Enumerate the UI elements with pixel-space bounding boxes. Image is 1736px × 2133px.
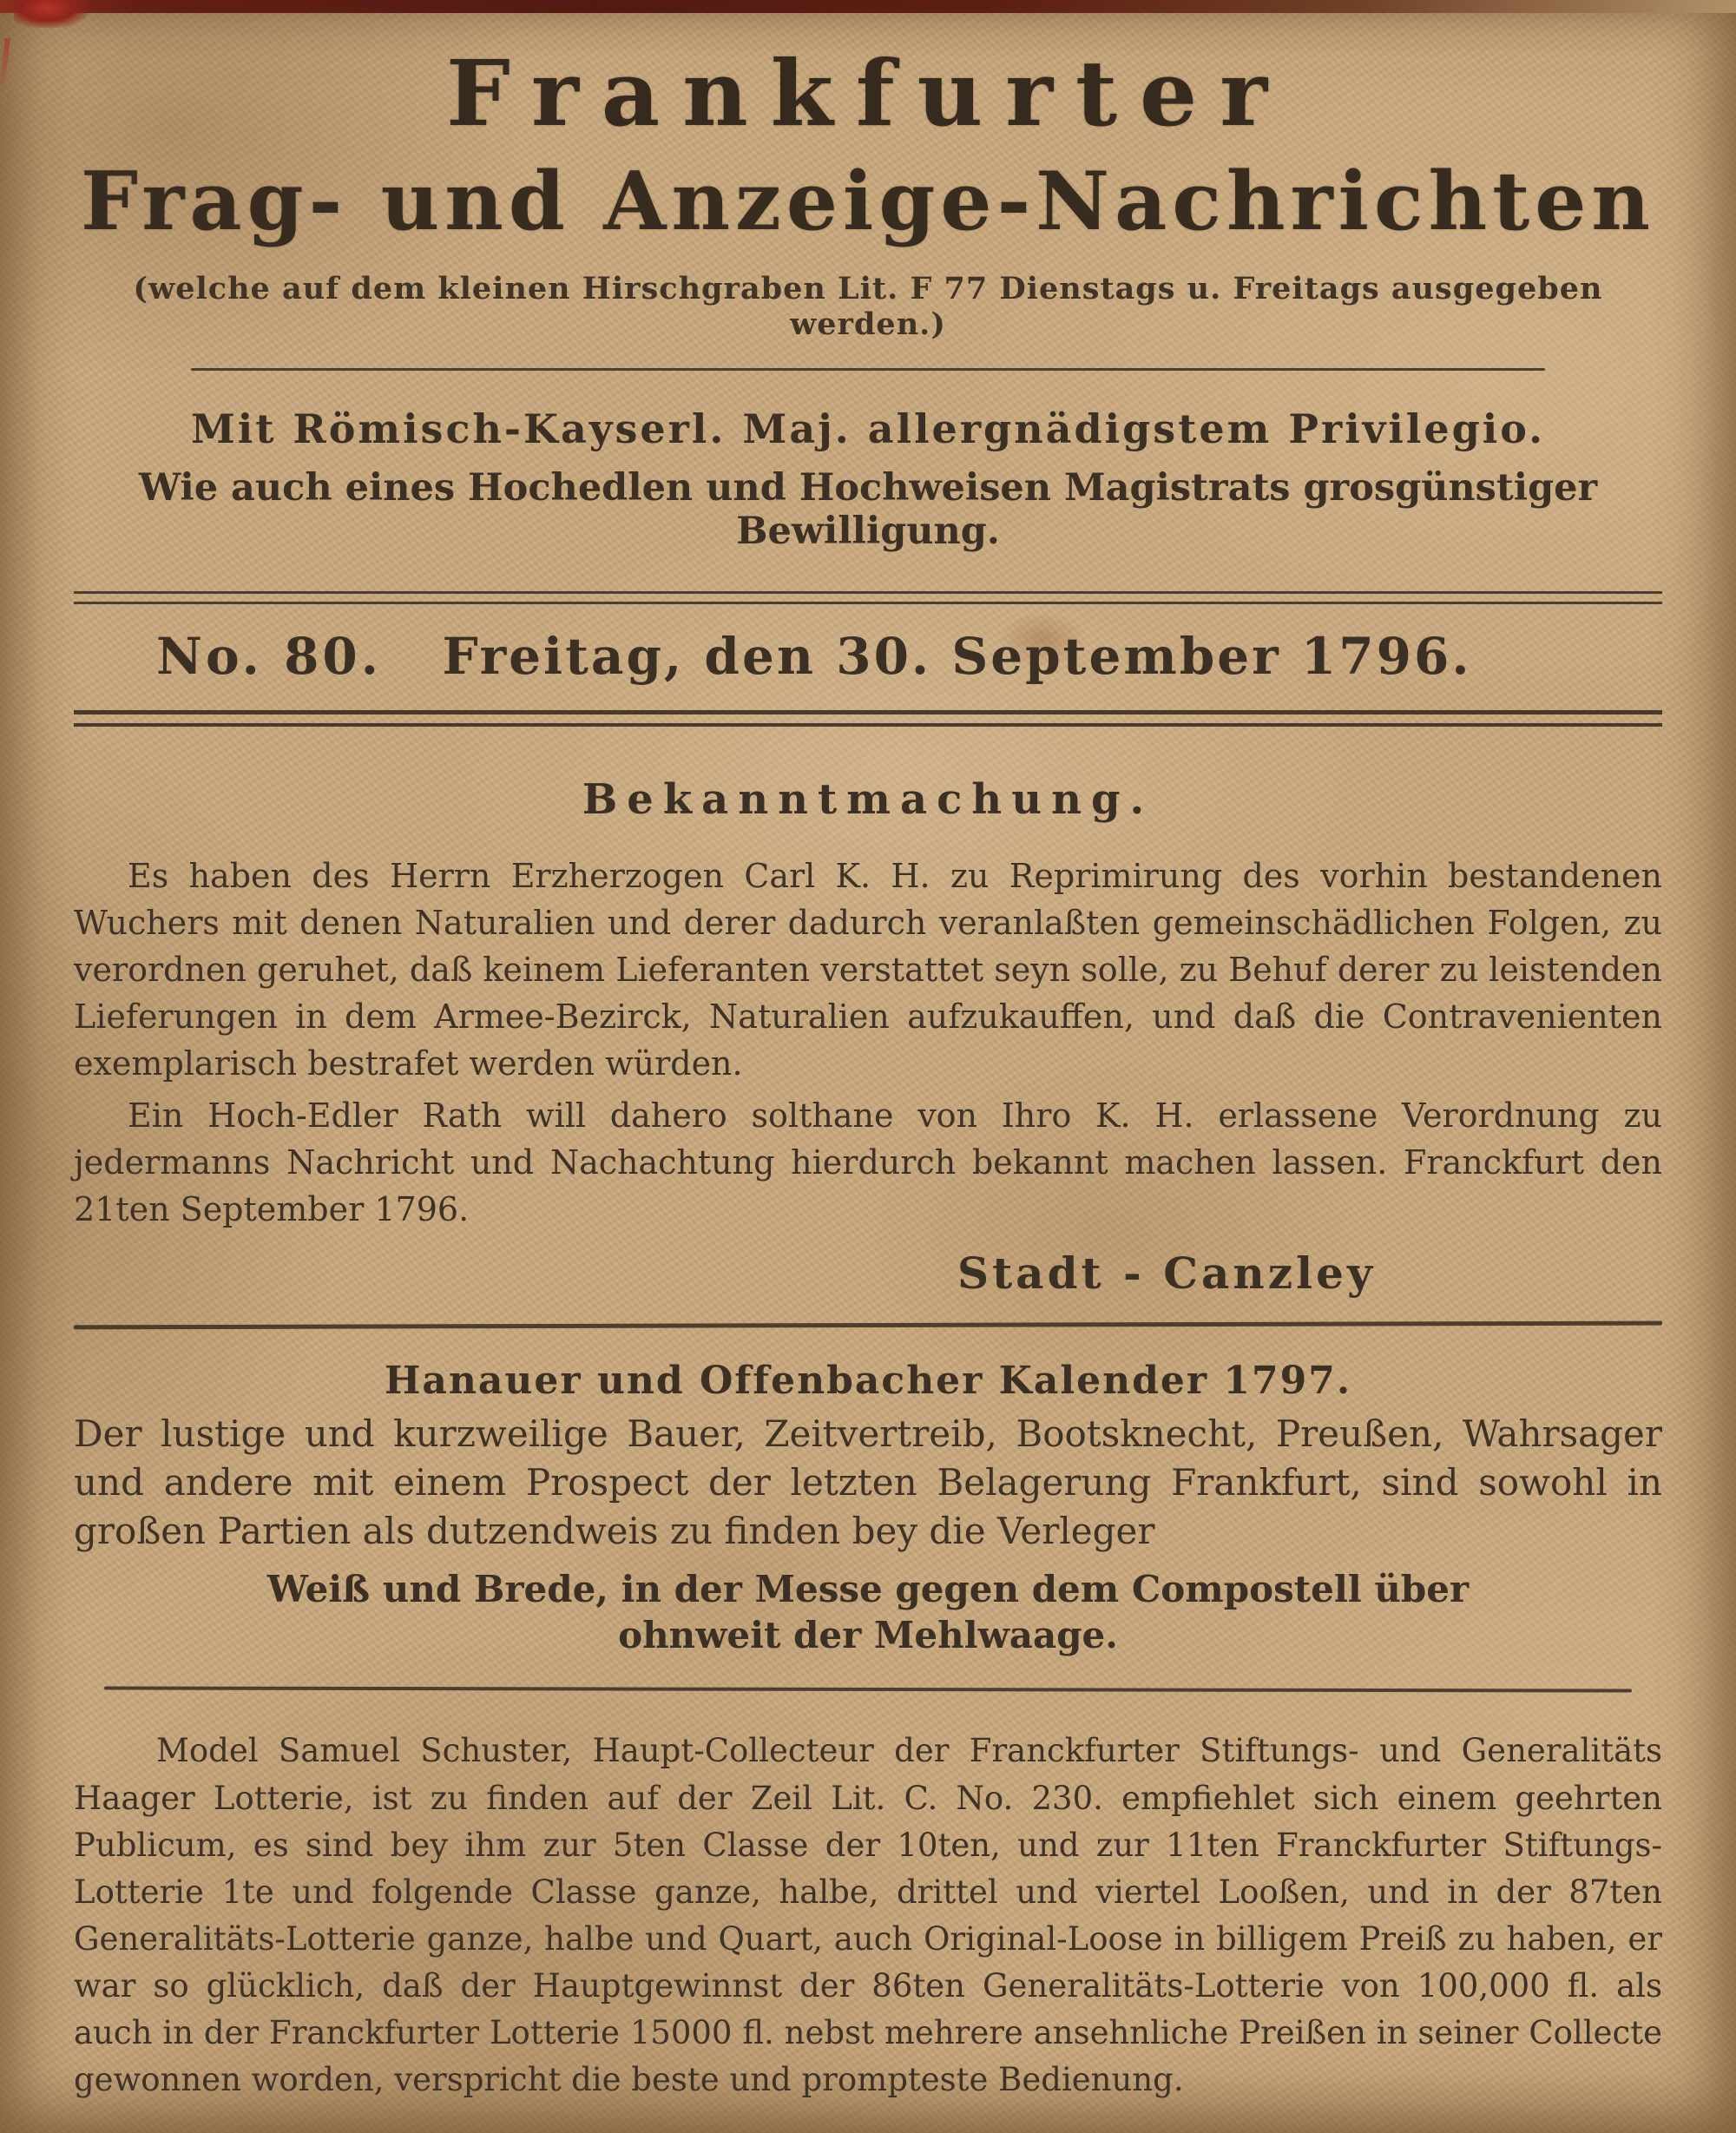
calendar-ad-body: Der lustige und kurzweilige Bauer, Zeitvertreib, Bootsknecht, Preußen, Wahrsager und andere mit einem Prospect der letzten Belagerung Frankfurt, sind sowohl in großen Partien als dutzendweis zu finden bey die Verleger (74, 1412, 1662, 1553)
calendar-ad-publisher-line1: Weiß und Brede, in der Messe gegen dem Compostell über (266, 1568, 1470, 1611)
announcement-paragraph-2: Ein Hoch-Edler Rath will dahero solthane von Ihro K. H. erlassene Verordnung zu jedermanns Nachricht und Nachachtung hierdurch bekannt machen lassen. Franckfurt den 21ten September 1796. (74, 1096, 1662, 1228)
calendar-ad-publisher-line2: ohnweit der Mehlwaage. (618, 1614, 1118, 1657)
dateline (74, 627, 1662, 686)
masthead-title-line1: Frankfurter (445, 40, 1290, 147)
announcement-paragraph-1: Es haben des Herrn Erzherzogen Carl K. H. zu Reprimirung des vorhin bestandenen Wuchers mit denen Naturalien und derer dadurch veranlaßten gemeinschädlichen Folgen, zu verordnen geruhet, daß keinem Lieferanten verstattet seyn solle, zu Behuf derer zu leistenden Lieferungen in dem Armee-Bezirck, Naturalien aufzukauffen, und daß die Contravenienten exemplarisch bestrafet werden würden. (74, 857, 1662, 1083)
issue-date: Freitag, den 30. September 1796. (442, 627, 1472, 687)
privilege-line-2: Wie auch eines Hochedlen und Hochweisen Magistrats grosgünstiger Bewilligung. (138, 466, 1598, 554)
issue-number: No. 80. (156, 627, 382, 687)
separator-rule-bottom (104, 1687, 1632, 1693)
masthead-title-line2: Frag- und Anzeige-Nachrichten (81, 154, 1655, 249)
announcement-heading: Bekanntmachung. (582, 775, 1154, 825)
separator-rule-double (74, 591, 1662, 604)
separator-rule-thin (191, 368, 1545, 371)
masthead-imprint: (welche auf dem kleinen Hirschgraben Lit. F 77 Dienstags u. Freitags ausgegeben werden.) (133, 271, 1603, 343)
lottery-ad-body: Model Samuel Schuster, Haupt-Collecteur der Franckfurter Stiftungs- und Generalitäts Haager Lotterie, ist zu finden auf der Zeil Lit. C. No. 230. empfiehlet sich einem geehrten Publicum, es sind bey ihm zur 5ten Classe der 10ten, und zur 11ten Franckfurter Stiftungs-Lotterie 1te und folgende Classe ganze, halbe, drittel und viertel Looßen, und in der 87ten Generalitäts-Lotterie ganze, halbe und Quart, auch Original-Loose in billigem Preiß zu haben, er war so glücklich, daß der Hauptgewinnst der 86ten Generalitäts-Lotterie von 100,000 fl. als auch in der Franckfurter Lotterie 15000 fl. nebst mehrere ansehnliche Preißen in seiner Collecte gewonnen worden, verspricht die beste und prompteste Bedienung. (74, 1732, 1662, 2098)
separator-rule-strong (74, 1320, 1662, 1329)
separator-rule-double-bold (74, 710, 1662, 727)
announcement-signature: Stadt - Canzley (957, 1247, 1376, 1299)
privilege-line-1: Mit Römisch-Kayserl. Maj. allergnädigstem Privilegio. (190, 405, 1546, 453)
calendar-ad-heading: Hanauer und Offenbacher Kalender 1797. (384, 1358, 1352, 1403)
